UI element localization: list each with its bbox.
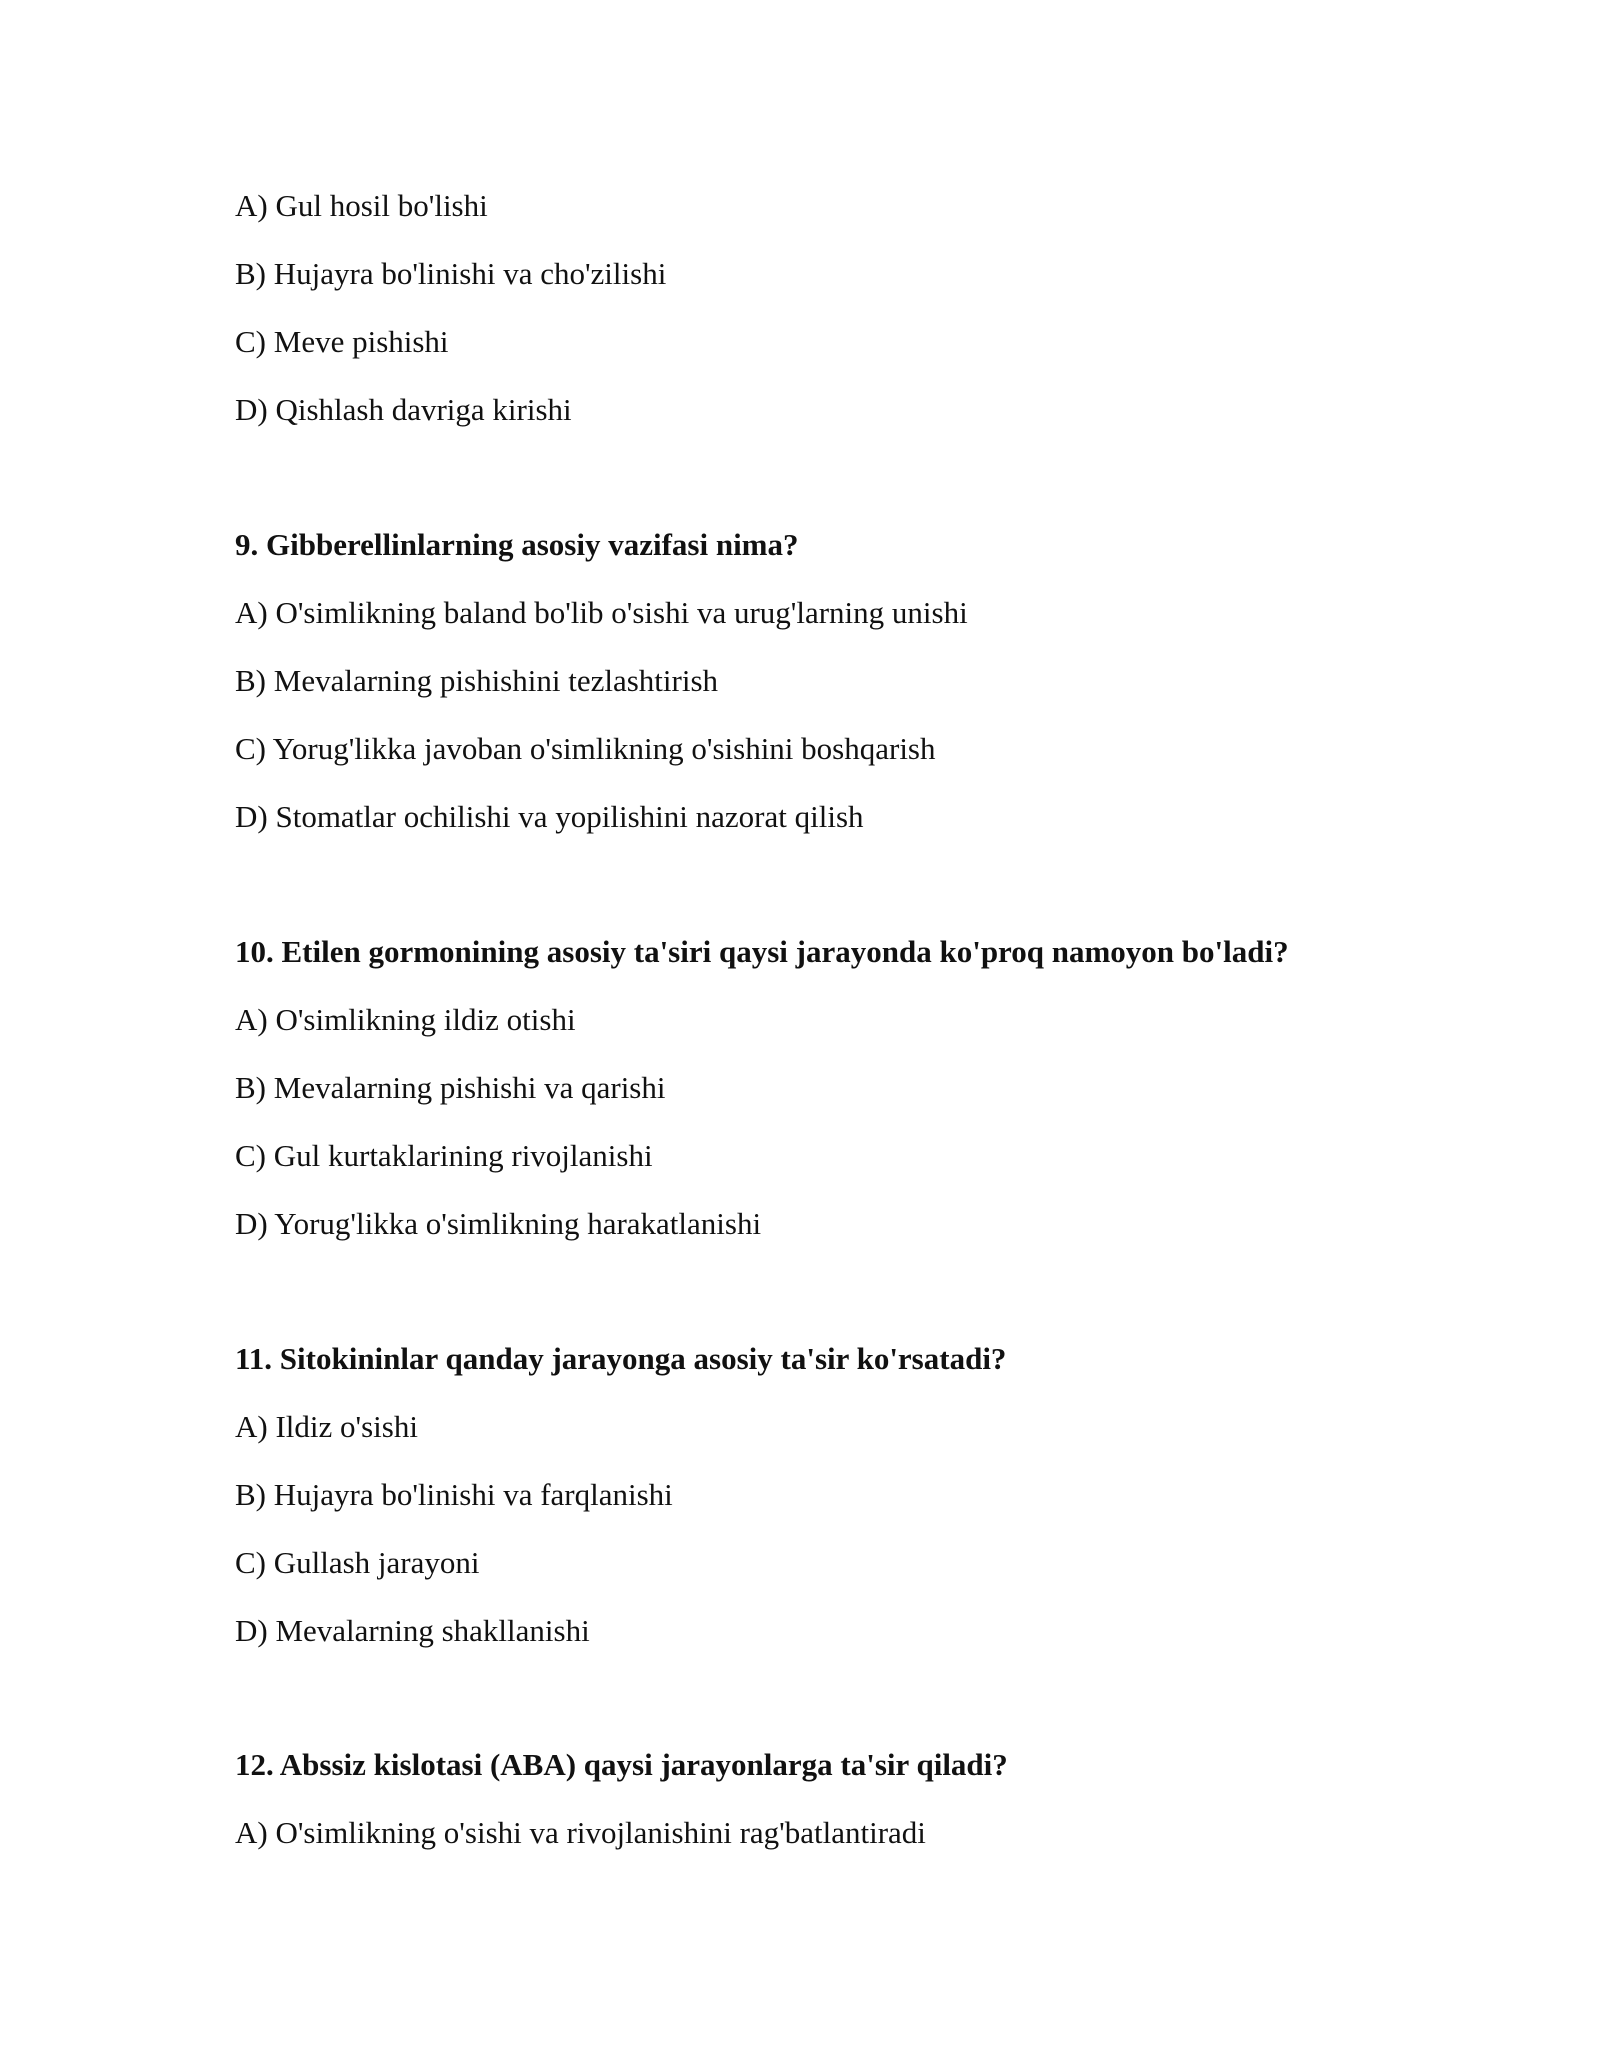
option-a: A) O'simlikning ildiz otishi (235, 1002, 576, 1037)
option-d: D) Qishlash davriga kirishi (235, 392, 572, 427)
option-a: A) Gul hosil bo'lishi (235, 188, 488, 223)
question-title: 11. Sitokininlar qanday jarayonga asosiy ta'sir ko'rsatadi? (235, 1341, 1007, 1376)
option-a: A) O'simlikning o'sishi va rivojlanishini rag'batlantiradi (235, 1815, 926, 1850)
question-title: 10. Etilen gormonining asosiy ta'siri qaysi jarayonda ko'proq namoyon bo'ladi? (235, 934, 1289, 969)
option-c: C) Gullash jarayoni (235, 1545, 480, 1580)
option-b: B) Hujayra bo'linishi va cho'zilishi (235, 256, 667, 291)
option-d: D) Yorug'likka o'simlikning harakatlanishi (235, 1206, 762, 1241)
option-c: C) Gul kurtaklarining rivojlanishi (235, 1138, 653, 1173)
option-b: B) Hujayra bo'linishi va farqlanishi (235, 1477, 673, 1512)
option-a: A) O'simlikning baland bo'lib o'sishi va urug'larning unishi (235, 595, 968, 630)
option-b: B) Mevalarning pishishi va qarishi (235, 1070, 666, 1105)
option-b: B) Mevalarning pishishini tezlashtirish (235, 663, 719, 698)
option-c: C) Yorug'likka javoban o'simlikning o'sishini boshqarish (235, 731, 936, 766)
option-d: D) Mevalarning shakllanishi (235, 1613, 590, 1648)
option-d: D) Stomatlar ochilishi va yopilishini nazorat qilish (235, 799, 864, 834)
option-a: A) Ildiz o'sishi (235, 1409, 418, 1444)
option-c: C) Meve pishishi (235, 324, 449, 359)
question-title: 12. Abssiz kislotasi (ABA) qaysi jarayonlarga ta'sir qiladi? (235, 1747, 1008, 1782)
question-title: 9. Gibberellinlarning asosiy vazifasi nima? (235, 527, 799, 562)
